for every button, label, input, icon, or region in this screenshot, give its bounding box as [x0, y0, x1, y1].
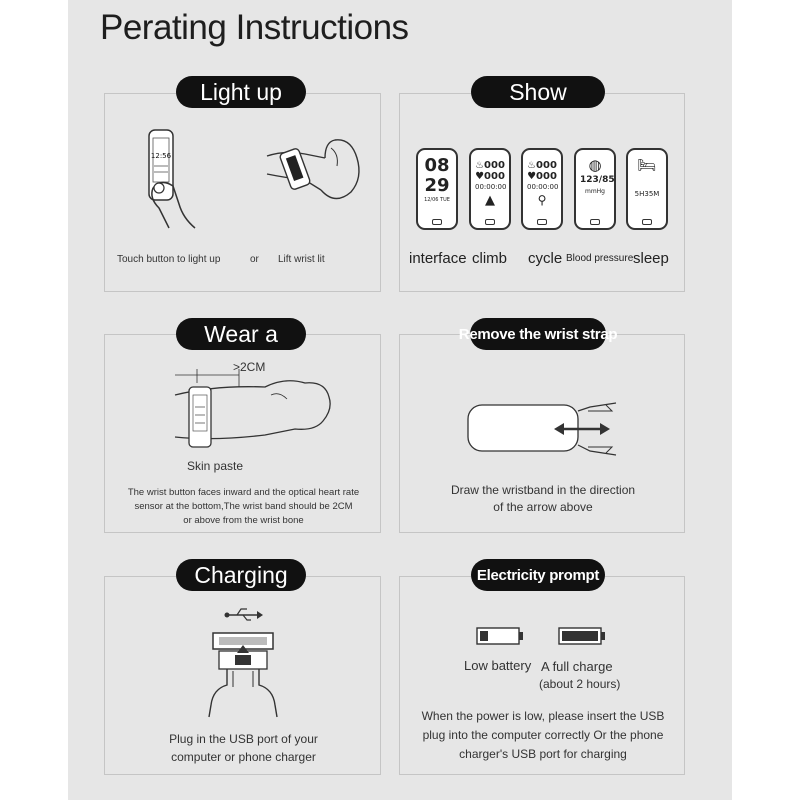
show-heading: Show — [471, 76, 605, 108]
full-battery-icon — [558, 627, 606, 647]
wear-desc-3: or above from the wrist bone — [183, 515, 304, 526]
flame-icon: ♨ — [475, 160, 485, 171]
remove-panel — [399, 334, 685, 533]
touch-caption: Touch button to light up — [117, 254, 221, 265]
climb-timer: 00:00:00 — [475, 183, 507, 191]
watch-touch-illustration — [139, 128, 209, 228]
full-charge-label: A full charge — [541, 659, 613, 674]
charging-desc-1: Plug in the USB port of your — [169, 732, 318, 746]
light-up-heading: Light up — [176, 76, 306, 108]
or-caption: or — [250, 254, 259, 265]
wear-desc-2: sensor at the bottom,The wrist band should be 2CM — [134, 501, 353, 512]
interface-hour: 08 — [424, 155, 450, 176]
blood-pressure-value: 123/85 — [580, 175, 615, 185]
bicycle-icon: ⚲ — [537, 193, 547, 207]
climb-label: climb — [472, 250, 508, 267]
climb-icon: ▲ — [485, 193, 495, 208]
sleep-value: 5H35M — [634, 190, 660, 198]
low-battery-icon — [476, 627, 524, 647]
cycle-label: cycle — [528, 250, 563, 267]
climb-screen — [469, 148, 511, 230]
touch-button-icon — [590, 219, 600, 225]
strap-removal-illustration — [466, 401, 630, 457]
page-title: Perating Instructions — [100, 8, 409, 47]
electricity-desc-3: charger's USB port for charging — [459, 747, 627, 761]
distance-label: >2CM — [233, 360, 266, 374]
cycle-heart: 000 — [536, 171, 557, 182]
interface-screen — [416, 148, 458, 230]
lift-caption: Lift wrist lit — [278, 254, 325, 265]
interface-label: interface — [409, 250, 467, 267]
blood-pressure-screen — [574, 148, 616, 230]
cycle-calories: 000 — [536, 160, 557, 171]
bed-icon: 🛏 — [637, 156, 657, 174]
climb-heart: 000 — [484, 171, 505, 182]
charging-desc-2: computer or phone charger — [171, 750, 316, 764]
remove-heading: Remove the wrist strap — [470, 318, 606, 350]
electricity-desc-1: When the power is low, please insert the USB — [421, 709, 665, 723]
light-up-panel — [104, 93, 381, 292]
wear-desc-1: The wrist button faces inward and the optical heart rate — [127, 487, 360, 498]
usb-charging-illustration — [205, 605, 285, 717]
touch-button-icon — [537, 219, 547, 225]
cycle-screen — [521, 148, 563, 230]
electricity-heading: Electricity prompt — [471, 559, 605, 591]
interface-date: 12/06 TUE — [424, 197, 450, 203]
touch-button-icon — [642, 219, 652, 225]
electricity-panel — [399, 576, 685, 775]
charging-panel — [104, 576, 381, 775]
blood-pressure-icon: ◍ — [588, 156, 602, 174]
heart-icon: ♥ — [527, 171, 537, 182]
cycle-timer: 00:00:00 — [527, 183, 559, 191]
low-battery-label: Low battery — [464, 658, 532, 673]
blood-pressure-unit: mmHg — [584, 188, 605, 195]
sleep-label: sleep — [633, 250, 669, 267]
wrist-raise-illustration — [265, 134, 365, 209]
wear-panel — [104, 334, 381, 533]
skin-label: Skin paste — [187, 459, 244, 473]
wear-heading: Wear a — [176, 318, 306, 350]
full-charge-sub: (about 2 hours) — [539, 677, 621, 691]
charging-heading: Charging — [176, 559, 306, 591]
flame-icon: ♨ — [527, 160, 537, 171]
svg-text:12:56: 12:56 — [150, 152, 172, 160]
touch-button-icon — [432, 219, 442, 225]
remove-desc-1: Draw the wristband in the direction — [450, 483, 636, 497]
electricity-desc-2: plug into the computer correctly Or the phone — [422, 728, 664, 742]
instruction-page — [68, 0, 732, 800]
climb-calories: 000 — [484, 160, 505, 171]
wrist-wear-illustration — [175, 365, 335, 460]
sleep-screen — [626, 148, 668, 230]
remove-desc-2: of the arrow above — [493, 500, 593, 514]
show-panel — [399, 93, 685, 292]
interface-minute: 29 — [424, 175, 450, 196]
heart-icon: ♥ — [475, 171, 485, 182]
touch-button-icon — [485, 219, 495, 225]
blood-pressure-label: Blood pressure — [566, 253, 634, 264]
usb-icon — [225, 609, 264, 620]
